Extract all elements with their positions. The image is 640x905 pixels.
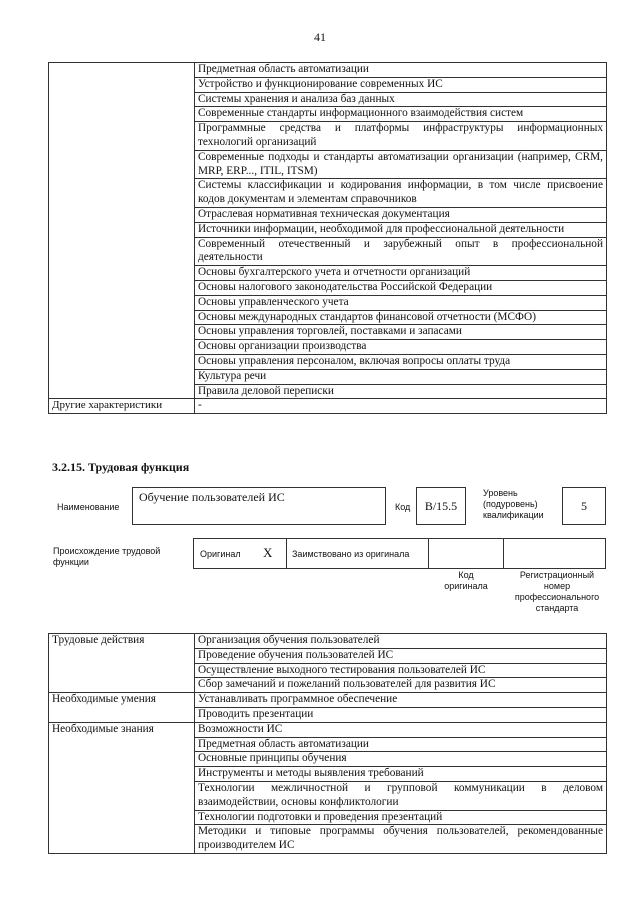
required-knowledge-label: Необходимые знания <box>49 722 195 853</box>
other-characteristics-label: Другие характеристики <box>49 399 195 414</box>
knowledge-item: Предметная область автоматизации <box>195 63 607 78</box>
knowledge-item: Отраслевая нормативная техническая документация <box>195 207 607 222</box>
knowledge-item: Культура речи <box>195 369 607 384</box>
knowledge-item: Современные стандарты информационного взаимодействия систем <box>195 107 607 122</box>
required-skill-item: Устанавливать программное обеспечение <box>195 693 607 708</box>
required-skill-item: Проводить презентации <box>195 707 607 722</box>
knowledge-item: Основы бухгалтерского учета и отчетности организаций <box>195 266 607 281</box>
required-skills-label: Необходимые умения <box>49 693 195 723</box>
origin-divider <box>503 538 504 569</box>
required-knowledge-item: Методики и типовые программы обучения пользователей, рекомендованные производителем ИС <box>195 825 607 854</box>
name-label: Наименование <box>57 502 120 512</box>
knowledge-item: Основы организации производства <box>195 340 607 355</box>
original-label: Оригинал <box>200 549 241 559</box>
required-knowledge-item: Предметная область автоматизации <box>195 737 607 752</box>
knowledge-label-cell <box>49 63 195 399</box>
knowledge-item: Основы управленческого учета <box>195 295 607 310</box>
code-box <box>416 487 466 525</box>
labor-action-item: Проведение обучения пользователей ИС <box>195 648 607 663</box>
code-label: Код <box>395 502 411 512</box>
labor-action-item: Сбор замечаний и пожеланий пользователей для развития ИС <box>195 678 607 693</box>
registration-number-caption: Регистрационный номер профессионального стандарта <box>514 570 600 613</box>
knowledge-item: Системы хранения и анализа баз данных <box>195 92 607 107</box>
required-knowledge-item: Основные принципы обучения <box>195 752 607 767</box>
qualification-level-value: 5 <box>581 499 587 513</box>
knowledge-item: Источники информации, необходимой для профессиональной деятельности <box>195 222 607 237</box>
required-knowledge-item: Инструменты и методы выявления требований <box>195 767 607 782</box>
knowledge-table <box>48 62 607 414</box>
original-mark: X <box>263 545 273 560</box>
knowledge-item: Правила деловой переписки <box>195 384 607 399</box>
labor-action-item: Организация обучения пользователей <box>195 634 607 649</box>
labor-action-item: Осуществление выходного тестирования пользователей ИС <box>195 663 607 678</box>
qualification-level-label: Уровень (подуровень) квалификации <box>483 488 544 520</box>
section-heading: 3.2.15. Трудовая функция <box>52 460 190 474</box>
page-number: 41 <box>314 30 326 44</box>
function-name-box <box>132 487 386 525</box>
origin-label: Происхождение трудовой функции <box>53 546 161 567</box>
knowledge-item: Современный отечественный и зарубежный опыт в профессиональной деятельности <box>195 237 607 266</box>
code-value: В/15.5 <box>424 499 458 513</box>
other-characteristics-value: - <box>195 399 607 414</box>
origin-divider <box>286 538 287 569</box>
knowledge-item: Основы налогового законодательства Российской Федерации <box>195 280 607 295</box>
borrowed-label: Заимствовано из оригинала <box>292 549 410 559</box>
required-knowledge-item: Технологии межличностной и групповой коммуникации в деловом взаимодействии, основы конфликтологии <box>195 781 607 810</box>
knowledge-item: Основы управления персоналом, включая вопросы оплаты труда <box>195 354 607 369</box>
origin-divider <box>428 538 429 569</box>
required-knowledge-item: Технологии подготовки и проведения презентаций <box>195 810 607 825</box>
required-knowledge-item: Возможности ИС <box>195 722 607 737</box>
knowledge-item: Современные подходы и стандарты автоматизации организации (например, CRM, MRP, ERP..., ITIL, ITSM) <box>195 150 607 179</box>
knowledge-item: Системы классификации и кодирования информации, в том числе присвоение кодов документам и элементам справочников <box>195 179 607 208</box>
function-table <box>48 633 607 854</box>
knowledge-item: Программные средства и платформы инфраструктуры информационных технологий организаций <box>195 122 607 151</box>
original-code-caption: Код оригинала <box>444 570 488 591</box>
knowledge-item: Основы международных стандартов финансовой отчетности (МСФО) <box>195 310 607 325</box>
function-name-value: Обучение пользователей ИС <box>139 490 285 504</box>
knowledge-item: Устройство и функционирование современных ИС <box>195 77 607 92</box>
labor-actions-label: Трудовые действия <box>49 634 195 693</box>
knowledge-item: Основы управления торговлей, поставками и запасами <box>195 325 607 340</box>
qualification-level-box <box>562 487 606 525</box>
